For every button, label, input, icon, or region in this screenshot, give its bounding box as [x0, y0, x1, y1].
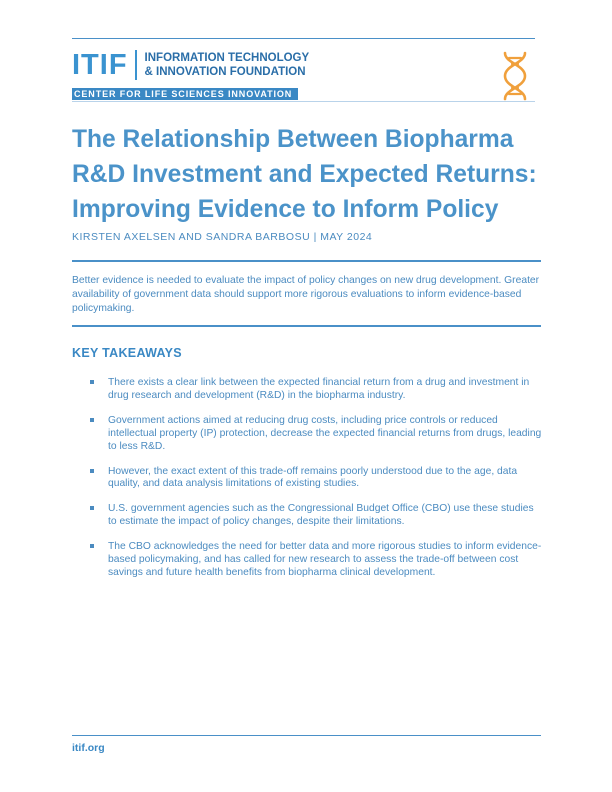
takeaway-text: There exists a clear link between the expected financial return from a drug and investment in drug research and development (R&D) in the biopharma industry.	[108, 377, 530, 401]
header-top-rule	[72, 38, 535, 39]
key-takeaways-list	[90, 377, 542, 592]
itif-logo	[72, 50, 309, 80]
square-bullet-icon	[90, 380, 94, 384]
list-item	[90, 466, 542, 492]
org-name	[145, 50, 310, 79]
takeaway-text: However, the exact extent of this trade-off remains poorly understood due to the age, data quality, and data analysis limitations of existing studies.	[108, 465, 518, 490]
byline: KIRSTEN AXELSEN AND SANDRA BARBOSU | MAY 2024	[72, 231, 373, 243]
takeaway-text: The CBO acknowledges the need for better data and more rigorous studies to inform evidence-based policymaking, and has called for new research to assess the trade-off between cost savings and future health benefits from biopharma clinical development.	[108, 541, 542, 578]
footer-rule	[72, 735, 541, 736]
summary-top-rule	[72, 260, 541, 262]
dna-helix-icon	[500, 51, 530, 101]
takeaway-text: U.S. government agencies such as the Congressional Budget Office (CBO) use these studies to estimate the impact of policy changes, despite their limitations.	[108, 503, 534, 528]
org-name-line-1: INFORMATION TECHNOLOGY	[144, 52, 310, 64]
list-item	[90, 377, 542, 403]
list-item	[90, 415, 542, 454]
header-bottom-rule	[72, 101, 535, 102]
org-name-line-2: & INNOVATION FOUNDATION	[144, 66, 306, 78]
square-bullet-icon	[90, 469, 94, 473]
report-title: The Relationship Between Biopharma R&D Investment and Expected Returns: Improving Evidence to Inform Policy	[72, 126, 537, 223]
square-bullet-icon	[90, 544, 94, 548]
footer-website-link[interactable]: itif.org	[72, 742, 105, 754]
takeaway-text: Government actions aimed at reducing drug costs, including price controls or reduced intellectual property (IP) protection, decrease the expected financial returns from drugs, leading to less R&D.	[108, 414, 542, 452]
square-bullet-icon	[90, 418, 94, 422]
list-item	[90, 503, 542, 529]
logo-divider	[135, 50, 137, 80]
summary-bottom-rule	[72, 325, 541, 327]
list-item	[90, 541, 542, 580]
center-name-band: CENTER FOR LIFE SCIENCES INNOVATION	[72, 88, 298, 100]
summary-text: Better evidence is needed to evaluate the impact of policy changes on new drug development. Greater availability of government data should support more rigorous evaluations to inform evidence-based policymaking.	[72, 275, 540, 314]
logo-mark: ITIF	[72, 49, 128, 81]
square-bullet-icon	[90, 506, 94, 510]
key-takeaways-heading: KEY TAKEAWAYS	[72, 346, 182, 360]
